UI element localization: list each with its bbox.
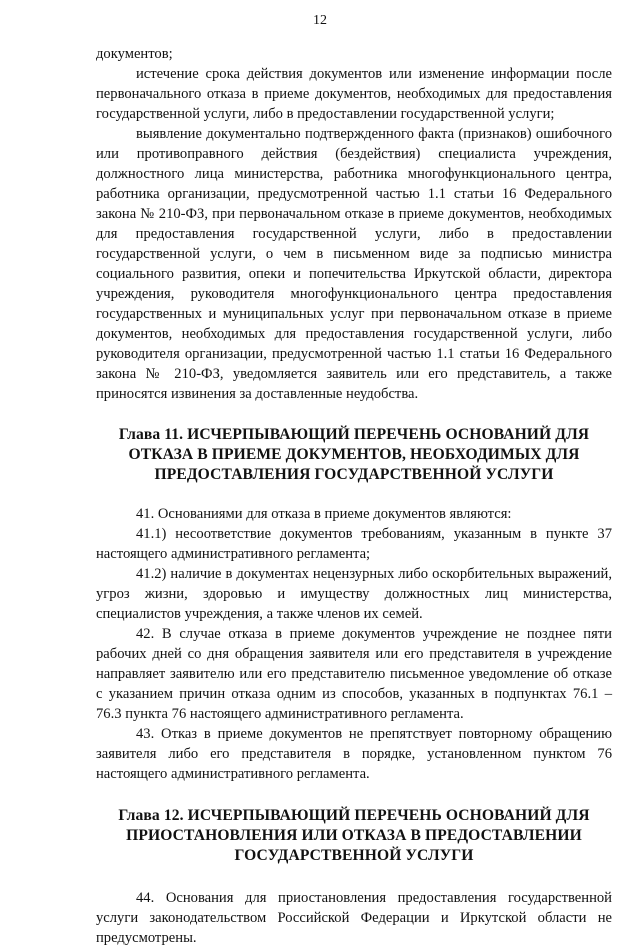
paragraph-group-top: [96, 44, 612, 404]
paragraph: истечение срока действия документов или изменение информации после первоначального отказа в приеме документов, необходимых для предоставления государственной услуги, либо в предоставлении государственной услуги;: [96, 66, 612, 122]
paragraph-group-chapter-12: [96, 888, 612, 948]
paragraph: 41.2) наличие в документах нецензурных либо оскорбительных выражений, угроз жизни, здоровью и имуществу должностных лиц министерства, специалистов учреждения, а также членов их семей.: [96, 566, 612, 622]
page-number: 12: [313, 13, 327, 28]
paragraph: 43. Отказ в приеме документов не препятствует повторному обращению заявителя либо его представителя в порядке, установленном пунктом 76 настоящего административного регламента.: [96, 726, 612, 782]
paragraph: выявление документально подтвержденного факта (признаков) ошибочного или противоправного действия (бездействия) специалиста учреждения, должностного лица министерства, работника многофункционального центра, работника организации, предусмотренной частью 1.1 статьи 16 Федерального закона № 210-ФЗ, при первоначальном отказе в приеме документов, необходимых для предоставления государственной услуги, либо в предоставлении государственной услуги, о чем в письменном виде за подписью министра социального развития, опеки и попечительства Иркутской области, директора учреждения, руководителя многофункционального центра предоставления государственных и муниципальных услуг при первоначальном отказе в приеме документов, необходимых для предоставления государственной услуги, либо руководителя организации, предусмотренной частью 1.1 статьи 16 Федерального закона № 210-ФЗ, уведомляется заявитель или его представитель, а также приносятся извинения за доставленные неудобства.: [96, 126, 612, 402]
paragraph: 44. Основания для приостановления предоставления государственной услуги законодательством Российской Федерации и Иркутской области не предусмотрены.: [96, 890, 612, 946]
chapter-12-heading: Глава 12. ИСЧЕРПЫВАЮЩИЙ ПЕРЕЧЕНЬ ОСНОВАНИЙ ДЛЯ ПРИОСТАНОВЛЕНИЯ ИЛИ ОТКАЗА В ПРЕДОСТАВЛЕНИИ ГОСУДАРСТВЕННОЙ УСЛУГИ: [118, 807, 590, 864]
paragraph: 41.1) несоответствие документов требованиям, указанным в пункте 37 настоящего административного регламента;: [96, 526, 612, 562]
chapter-11-heading: Глава 11. ИСЧЕРПЫВАЮЩИЙ ПЕРЕЧЕНЬ ОСНОВАНИЙ ДЛЯ ОТКАЗА В ПРИЕМЕ ДОКУМЕНТОВ, НЕОБХОДИМЫХ ДЛЯ ПРЕДОСТАВЛЕНИЯ ГОСУДАРСТВЕННОЙ УСЛУГИ: [118, 426, 590, 483]
paragraph-group-chapter-11: [96, 504, 612, 784]
document-body: [96, 44, 612, 948]
paragraph: 41. Основаниями для отказа в приеме документов являются:: [136, 506, 512, 522]
paragraph: документов;: [96, 46, 173, 62]
paragraph: 42. В случае отказа в приеме документов учреждение не позднее пяти рабочих дней со дня обращения заявителя или его представителя в учреждение направляет заявителю или его представителю письменное уведомление об отказе с указанием причин отказа одним из способов, указанных в подпунктах 76.1 – 76.3 пункта 76 настоящего административного регламента.: [96, 626, 612, 722]
